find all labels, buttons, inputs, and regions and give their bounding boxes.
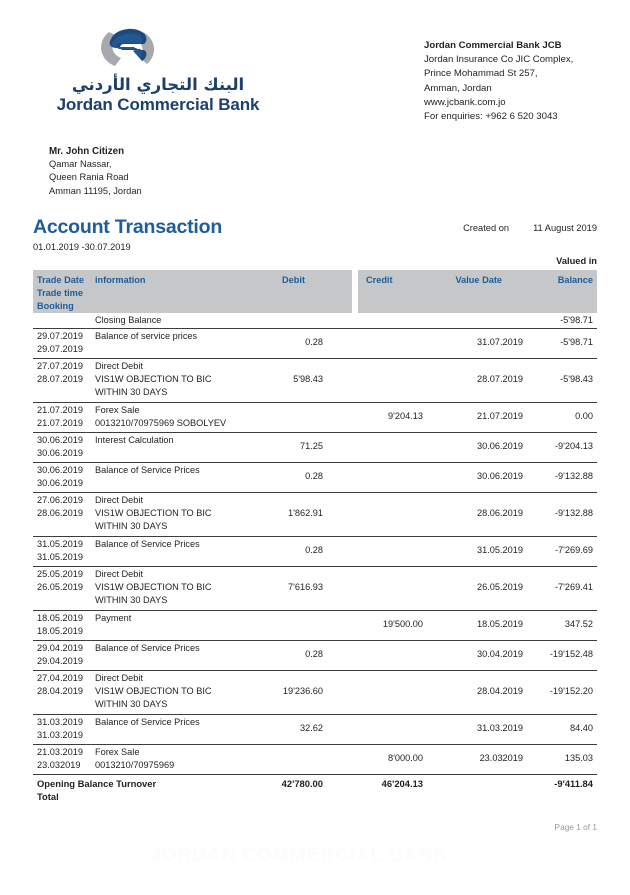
- cell-desc: Balance of Service Prices: [95, 539, 200, 549]
- cell-desc: Balance of Service Prices: [95, 643, 200, 653]
- cell-date2: 21.07.2019: [37, 418, 83, 428]
- cell-desc3: WITHIN 30 DAYS: [95, 699, 168, 709]
- cell-desc2: 0013210/70975969: [95, 760, 175, 770]
- cell-desc3: WITHIN 30 DAYS: [95, 595, 168, 605]
- cell-desc: Payment: [95, 613, 132, 623]
- column-header-credit: Credit: [366, 275, 393, 285]
- cell-date2: 31.03.2019: [37, 730, 83, 740]
- cell-balance: -19'152.20: [549, 686, 593, 696]
- cell-desc2: VIS1W OBJECTION TO BIC: [95, 374, 212, 384]
- cell-date2: 31.05.2019: [37, 552, 83, 562]
- cell-date: 18.05.2019: [37, 613, 83, 623]
- cell-date: 27.04.2019: [37, 673, 83, 683]
- table-row[interactable]: [33, 715, 597, 745]
- cell-desc2: VIS1W OBJECTION TO BIC: [95, 582, 212, 592]
- cell-desc2: VIS1W OBJECTION TO BIC: [95, 686, 212, 696]
- bank-address-line-1: Jordan Insurance Co JIC Complex,: [424, 54, 574, 66]
- column-header-debit: Debit: [282, 275, 305, 285]
- cell-date: 29.04.2019: [37, 643, 83, 653]
- cell-desc2: VIS1W OBJECTION TO BIC: [95, 508, 212, 518]
- cell-debit: 0.28: [305, 649, 323, 659]
- table-row[interactable]: [33, 359, 597, 403]
- cell-debit: 0.28: [305, 471, 323, 481]
- cell-balance: -9'132.88: [554, 471, 593, 481]
- cell-debit: 5'98.43: [293, 374, 323, 384]
- cell-desc: Direct Debit: [95, 569, 143, 579]
- customer-address-line-1: Qamar Nassar,: [49, 159, 112, 170]
- column-header-balance: Balance: [557, 275, 593, 285]
- cell-date: 29.07.2019: [37, 331, 83, 341]
- created-on-date: 11 August 2019: [533, 223, 597, 233]
- cell-desc: Direct Debit: [95, 673, 143, 683]
- cell-date2: 26.05.2019: [37, 582, 83, 592]
- table-row[interactable]: [33, 745, 597, 775]
- customer-address-line-2: Queen Rania Road: [49, 172, 129, 183]
- table-row[interactable]: [33, 433, 597, 463]
- table-header-row: [33, 270, 597, 313]
- cell-date: 27.07.2019: [37, 361, 83, 371]
- created-on-block: [463, 223, 597, 233]
- header-column-separator: [352, 270, 358, 313]
- table-row[interactable]: [33, 641, 597, 671]
- table-row[interactable]: [33, 313, 597, 329]
- logo-mark: [33, 22, 283, 74]
- cell-value-date: 28.07.2019: [477, 374, 523, 384]
- column-header-trade-date: Trade Date: [37, 275, 84, 285]
- bank-address-line-2: Prince Mohammad St 257,: [424, 68, 538, 80]
- table-row[interactable]: [33, 403, 597, 433]
- cell-date2: 28.04.2019: [37, 686, 83, 696]
- cell-value-date: 23.032019: [479, 753, 523, 763]
- cell-date2: 29.04.2019: [37, 656, 83, 666]
- cell-value-date: 28.06.2019: [477, 508, 523, 518]
- column-header-value-date: Value Date: [455, 275, 502, 285]
- cell-date: 30.06.2019: [37, 435, 83, 445]
- created-on-label: Created on: [463, 223, 510, 233]
- cell-credit: 19'500.00: [382, 619, 423, 629]
- transaction-table: [33, 270, 597, 804]
- cell-desc: Balance of service prices: [95, 331, 198, 341]
- cell-date: 21.03.2019: [37, 747, 83, 757]
- cell-balance: -9'132.88: [554, 508, 593, 518]
- totals-label-line-1: Opening Balance Turnover: [37, 778, 157, 789]
- table-row[interactable]: [33, 329, 597, 359]
- cell-value-date: 30.06.2019: [477, 471, 523, 481]
- cell-debit: 0.28: [305, 337, 323, 347]
- cell-value-date: 31.03.2019: [477, 723, 523, 733]
- totals-label-line-2: Total: [37, 791, 59, 802]
- cell-balance: 84.40: [570, 723, 593, 733]
- customer-name: Mr. John Citizen: [49, 146, 125, 157]
- cell-desc: Direct Debit: [95, 495, 143, 505]
- cell-desc: Balance of Service Prices: [95, 717, 200, 727]
- cell-desc: Forex Sale: [95, 747, 140, 757]
- table-row[interactable]: [33, 671, 597, 715]
- cell-balance: 0.00: [575, 411, 593, 421]
- circular-swoosh-logo-icon: [95, 22, 165, 74]
- cell-value-date: 18.05.2019: [477, 619, 523, 629]
- table-row[interactable]: [33, 611, 597, 641]
- cell-date2: 30.06.2019: [37, 448, 83, 458]
- cell-desc: Interest Calculation: [95, 435, 174, 445]
- background-watermark: JORDAN COMMERCIAL BANK: [150, 845, 449, 866]
- totals-debit: 42'780.00: [281, 778, 323, 789]
- bank-website: www.jcbank.com.jo: [424, 96, 506, 108]
- column-header-booking: Booking: [37, 301, 74, 311]
- cell-balance: 347.52: [564, 619, 593, 629]
- bank-name: Jordan Commercial Bank JCB: [424, 40, 562, 51]
- cell-date: 25.05.2019: [37, 569, 83, 579]
- cell-desc: Balance of Service Prices: [95, 465, 200, 475]
- column-header-information: information: [95, 275, 146, 285]
- cell-balance: -7'269.69: [554, 545, 593, 555]
- page-title: Account Transaction: [33, 216, 223, 238]
- cell-desc: Closing Balance: [95, 315, 162, 325]
- statement-period: 01.01.2019 -30.07.2019: [33, 242, 131, 252]
- cell-credit: 8'000.00: [388, 753, 423, 763]
- cell-date: 31.03.2019: [37, 717, 83, 727]
- cell-balance: -5'98.43: [560, 374, 593, 384]
- cell-debit: 1'862.91: [288, 508, 323, 518]
- bank-logo: [33, 22, 283, 115]
- document-title-row: [33, 216, 597, 252]
- cell-debit: 0.28: [305, 545, 323, 555]
- cell-date2: 28.06.2019: [37, 508, 83, 518]
- cell-balance: -9'204.13: [554, 441, 593, 451]
- cell-debit: 32.62: [300, 723, 323, 733]
- logo-arabic-name: البنك التجاري الأردني: [71, 75, 245, 94]
- totals-balance: -9'411.84: [554, 778, 593, 789]
- cell-date: 27.06.2019: [37, 495, 83, 505]
- table-body: [33, 313, 597, 775]
- bank-address-line-3: Amman, Jordan: [424, 82, 492, 94]
- cell-credit: 9'204.13: [388, 411, 423, 421]
- cell-debit: 19'236.60: [282, 686, 323, 696]
- cell-value-date: 31.07.2019: [477, 337, 523, 347]
- totals-row: [33, 775, 597, 804]
- cell-balance: -19'152.48: [549, 649, 593, 659]
- cell-value-date: 26.05.2019: [477, 582, 523, 592]
- cell-balance: -7'269.41: [554, 582, 593, 592]
- valued-in-label: Valued in: [556, 256, 597, 266]
- bank-enquiries: For enquiries: +962 6 520 3043: [424, 111, 558, 123]
- table-row[interactable]: [33, 463, 597, 493]
- cell-date: 30.06.2019: [37, 465, 83, 475]
- cell-desc3: WITHIN 30 DAYS: [95, 521, 168, 531]
- logo-english-name: Jordan Commercial Bank: [56, 95, 260, 115]
- table-row[interactable]: [33, 537, 597, 567]
- cell-balance: -5'98.71: [560, 337, 593, 347]
- bank-address-block: [424, 39, 624, 124]
- totals-credit: 46'204.13: [381, 778, 423, 789]
- cell-debit: 7'616.93: [288, 582, 323, 592]
- customer-address-line-3: Amman 11195, Jordan: [49, 185, 142, 196]
- cell-date: 31.05.2019: [37, 539, 83, 549]
- page-number: Page 1 of 1: [554, 822, 597, 832]
- cell-date2: 18.05.2019: [37, 626, 83, 636]
- cell-date2: 23.032019: [37, 760, 81, 770]
- table-row[interactable]: [33, 567, 597, 611]
- page-header: [0, 0, 630, 135]
- cell-value-date: 31.05.2019: [477, 545, 523, 555]
- cell-desc3: WITHIN 30 DAYS: [95, 387, 168, 397]
- cell-desc: Direct Debit: [95, 361, 143, 371]
- cell-value-date: 30.06.2019: [477, 441, 523, 451]
- cell-balance: 135.03: [564, 753, 593, 763]
- cell-date2: 28.07.2019: [37, 374, 83, 384]
- cell-value-date: 30.04.2019: [477, 649, 523, 659]
- column-header-trade-time: Trade time: [37, 288, 83, 298]
- cell-desc: Forex Sale: [95, 405, 140, 415]
- cell-debit: 71.25: [300, 441, 323, 451]
- cell-balance: -5'98.71: [560, 315, 593, 325]
- customer-address-block: [49, 145, 142, 198]
- cell-date2: 30.06.2019: [37, 478, 83, 488]
- table-row[interactable]: [33, 493, 597, 537]
- cell-date2: 29.07.2019: [37, 344, 83, 354]
- cell-date: 21.07.2019: [37, 405, 83, 415]
- cell-value-date: 21.07.2019: [477, 411, 523, 421]
- cell-value-date: 28.04.2019: [477, 686, 523, 696]
- cell-desc2: 0013210/70975969 SOBOLYEV: [95, 418, 227, 428]
